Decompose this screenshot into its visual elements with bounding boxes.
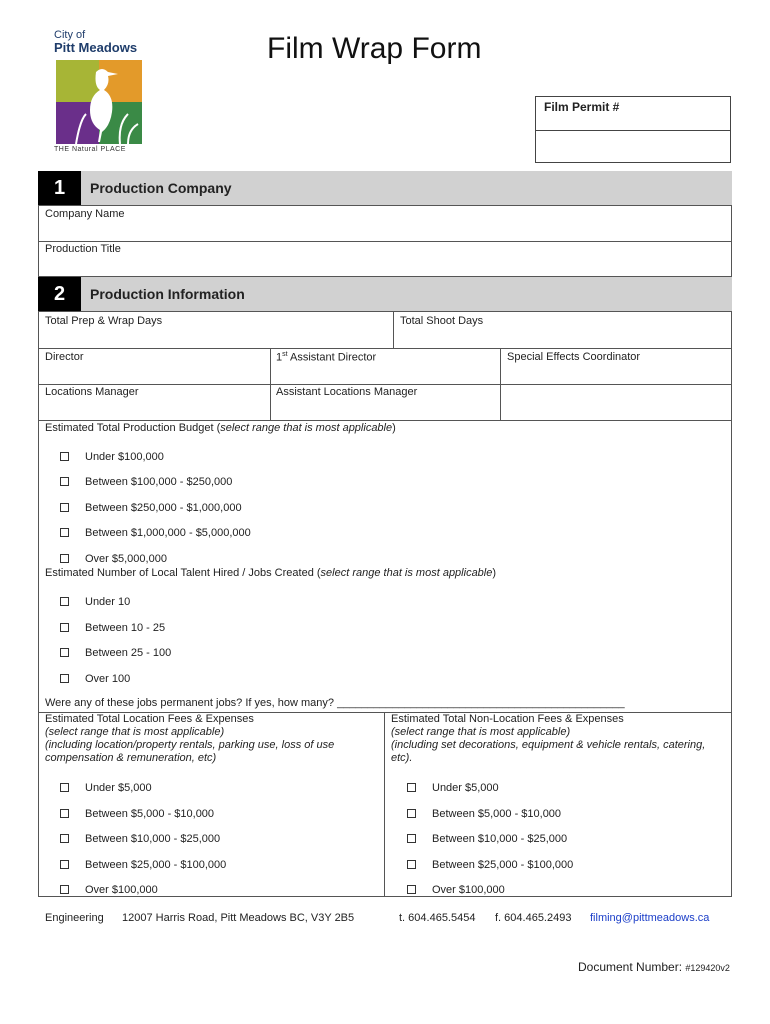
page-title: Film Wrap Form xyxy=(267,32,482,65)
nonlocation-fee-option[interactable]: Between $25,000 - $100,000 xyxy=(407,859,573,871)
shoot-days-label: Total Shoot Days xyxy=(400,315,484,327)
logo-city-text: City of xyxy=(54,29,86,41)
nonlocation-fee-option[interactable]: Between $5,000 - $10,000 xyxy=(407,808,561,820)
checkbox-icon[interactable] xyxy=(407,860,416,869)
first-ad-label: 1st Assistant Director xyxy=(276,351,377,364)
checkbox-icon[interactable] xyxy=(60,885,69,894)
talent-label: Estimated Number of Local Talent Hired / Jobs Created (select range that is most applicable) xyxy=(45,567,497,579)
nonlocation-fee-option[interactable]: Between $10,000 - $25,000 xyxy=(407,833,567,845)
section-1-header xyxy=(38,171,732,205)
section-2-header xyxy=(38,277,732,311)
checkbox-icon[interactable] xyxy=(60,503,69,512)
sfx-coordinator-label: Special Effects Coordinator xyxy=(507,351,641,363)
footer-fax: f. 604.465.2493 xyxy=(495,912,572,924)
talent-option[interactable]: Between 25 - 100 xyxy=(60,647,171,659)
footer-department: Engineering xyxy=(45,912,104,924)
location-fee-option[interactable]: Between $5,000 - $10,000 xyxy=(60,808,214,820)
nonlocation-fees-header: Estimated Total Non-Location Fees & Expenses (select range that is most applicable) (including set decorations, equipment & vehicle rentals, catering, etc). xyxy=(391,713,706,764)
section-1-fields xyxy=(38,205,732,277)
footer-phone: t. 604.465.5454 xyxy=(399,912,476,924)
section-2-number: 2 xyxy=(38,277,81,311)
budget-option[interactable]: Between $1,000,000 - $5,000,000 xyxy=(60,527,251,539)
document-number-value: #129420v2 xyxy=(685,963,730,973)
location-fee-option[interactable]: Between $10,000 - $25,000 xyxy=(60,833,220,845)
location-fee-option[interactable]: Between $25,000 - $100,000 xyxy=(60,859,226,871)
checkbox-icon[interactable] xyxy=(407,885,416,894)
checkbox-icon[interactable] xyxy=(60,528,69,537)
checkbox-icon[interactable] xyxy=(60,783,69,792)
talent-option[interactable]: Over 100 xyxy=(60,673,130,685)
checkbox-icon[interactable] xyxy=(60,648,69,657)
checkbox-icon[interactable] xyxy=(60,834,69,843)
checkbox-icon[interactable] xyxy=(60,674,69,683)
checkbox-icon[interactable] xyxy=(60,597,69,606)
company-name-field[interactable] xyxy=(39,206,731,241)
section-1-number: 1 xyxy=(38,171,81,205)
location-fees-header: Estimated Total Location Fees & Expenses (select range that is most applicable) (including location/property rentals, parking use, loss of use compensation & remuneration, etc) xyxy=(45,713,335,764)
film-permit-box xyxy=(535,96,731,163)
document-number-label: Document Number: xyxy=(578,960,683,974)
location-fee-option[interactable]: Under $5,000 xyxy=(60,782,152,794)
permanent-jobs-question[interactable]: Were any of these jobs permanent jobs? If yes, how many? _______________________________________________ xyxy=(45,697,625,709)
footer-address: 12007 Harris Road, Pitt Meadows BC, V3Y 2B5 xyxy=(122,912,355,924)
checkbox-icon[interactable] xyxy=(60,477,69,486)
logo-name-text: Pitt Meadows xyxy=(54,40,138,55)
production-title-label: Production Title xyxy=(45,243,121,255)
locations-manager-label: Locations Manager xyxy=(45,386,139,398)
prep-wrap-days-label: Total Prep & Wrap Days xyxy=(45,315,163,327)
checkbox-icon[interactable] xyxy=(407,834,416,843)
section-1-title: Production Company xyxy=(90,180,232,196)
nonlocation-fee-option[interactable]: Over $100,000 xyxy=(407,884,505,896)
budget-option[interactable]: Between $100,000 - $250,000 xyxy=(60,476,232,488)
production-title-field[interactable] xyxy=(39,242,731,276)
checkbox-icon[interactable] xyxy=(407,809,416,818)
checkbox-icon[interactable] xyxy=(60,623,69,632)
checkbox-icon[interactable] xyxy=(407,783,416,792)
checkbox-icon[interactable] xyxy=(60,452,69,461)
footer-email-link[interactable]: filming@pittmeadows.ca xyxy=(590,912,710,924)
talent-option[interactable]: Between 10 - 25 xyxy=(60,622,165,634)
location-fee-option[interactable]: Over $100,000 xyxy=(60,884,158,896)
film-permit-label: Film Permit # xyxy=(544,100,620,114)
heron-logo-icon xyxy=(56,60,142,144)
budget-option[interactable]: Between $250,000 - $1,000,000 xyxy=(60,502,242,514)
logo-tagline: THE Natural PLACE xyxy=(54,146,126,153)
nonlocation-fee-option[interactable]: Under $5,000 xyxy=(407,782,499,794)
checkbox-icon[interactable] xyxy=(60,809,69,818)
talent-option[interactable]: Under 10 xyxy=(60,596,130,608)
budget-label: Estimated Total Production Budget (select range that is most applicable) xyxy=(45,422,396,434)
checkbox-icon[interactable] xyxy=(60,860,69,869)
city-logo xyxy=(54,30,144,156)
section-2-title: Production Information xyxy=(90,286,245,302)
film-permit-input[interactable] xyxy=(536,131,730,162)
asst-locations-manager-label: Assistant Locations Manager xyxy=(276,386,418,398)
section-2-fields xyxy=(38,311,732,897)
document-number xyxy=(578,960,730,974)
budget-option[interactable]: Under $100,000 xyxy=(60,451,164,463)
company-name-label: Company Name xyxy=(45,208,125,220)
budget-option[interactable]: Over $5,000,000 xyxy=(60,553,167,565)
director-label: Director xyxy=(45,351,84,363)
checkbox-icon[interactable] xyxy=(60,554,69,563)
